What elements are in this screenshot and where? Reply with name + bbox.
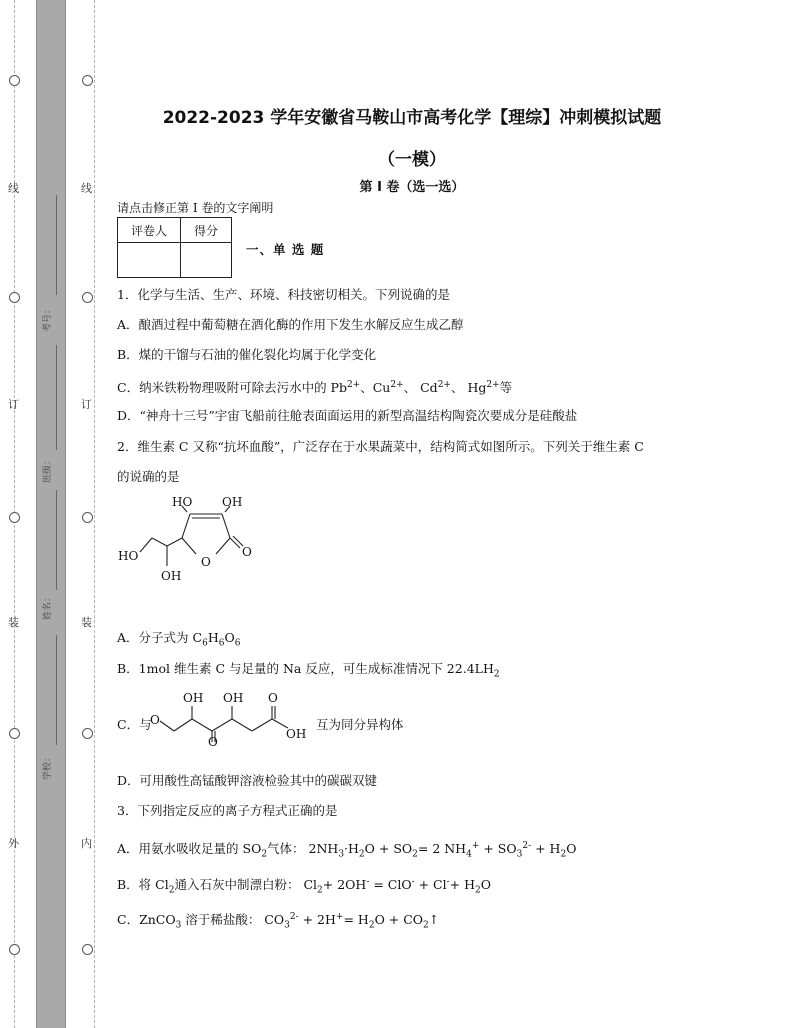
margin-char-outer: 订 xyxy=(8,398,19,411)
q3a-sub: 3 xyxy=(516,849,523,860)
struct-label: HO xyxy=(172,495,193,509)
struct-label: OH xyxy=(161,569,182,583)
q3a-text: O xyxy=(566,841,577,857)
q3b-text: + Cl xyxy=(414,877,447,893)
q2a-text: O xyxy=(224,630,235,645)
struct-label: HO xyxy=(118,549,139,563)
question-3-option-b xyxy=(117,874,491,899)
margin-char-inner: 装 xyxy=(81,616,92,629)
q1c-sup: 2+ xyxy=(390,380,404,390)
question-2-option-c-prefix: C．与 xyxy=(117,717,152,732)
q3a-sub: 3 xyxy=(338,849,345,860)
vitamin-c-structure xyxy=(112,494,262,590)
q3b-sup: - xyxy=(366,877,370,887)
field-line-kaohao xyxy=(56,195,57,295)
q3b-text: = ClO xyxy=(369,877,412,893)
struct-label: O xyxy=(201,555,211,569)
q2a-sub: 6 xyxy=(218,638,225,649)
q3a-sup: 2- xyxy=(522,841,532,851)
section-note: 请点击修正第 I 卷的文字阐明 xyxy=(117,201,274,215)
punch-hole-icon xyxy=(9,75,20,86)
q3b-text: B．将 Cl xyxy=(117,877,169,893)
binding-strip xyxy=(36,0,66,1028)
q3c-text: 溶于稀盐酸： CO xyxy=(181,912,285,928)
q3a-sub: 2 xyxy=(358,849,365,860)
q3a-text: ·H xyxy=(344,841,359,857)
q3c-sub: 2 xyxy=(368,920,375,931)
field-label-kaohao: 考号： xyxy=(43,304,54,333)
q3a-sub: 2 xyxy=(560,849,567,860)
struct-label: O xyxy=(268,691,278,705)
question-2-option-d: D．可用酸性高锰酸钾溶液检验其中的碳碳双键 xyxy=(117,773,378,788)
q3c-sub: 3 xyxy=(284,920,290,931)
question-2-option-a xyxy=(117,630,240,652)
q3b-text: O xyxy=(480,877,492,893)
isomer-structure xyxy=(150,686,310,748)
margin-char-outer: 线 xyxy=(8,182,19,195)
q1c-text: 、 Cd xyxy=(403,380,438,396)
punch-hole-icon xyxy=(82,512,93,523)
field-label-xingming: 姓名： xyxy=(43,592,54,621)
struct-label: OH xyxy=(183,691,204,705)
q3c-sub: 3 xyxy=(175,920,182,931)
q3b-sub: 2 xyxy=(168,885,175,896)
question-1-option-d: D．“神舟十三号”宇宙飞船前往舱表面面运用的新型高温结构陶瓷次要成分是硅酸盐 xyxy=(117,408,578,423)
punch-hole-icon xyxy=(9,728,20,739)
grader-table xyxy=(117,217,232,278)
punch-hole-icon xyxy=(82,292,93,303)
grader-header: 评卷人 xyxy=(118,218,181,243)
q3a-sub: 2 xyxy=(261,849,268,860)
q3b-text: + H xyxy=(449,877,476,893)
q2b-sub: 2 xyxy=(493,669,500,680)
q3c-sub: 2 xyxy=(423,920,429,931)
q3c-sup: + xyxy=(335,912,344,922)
q3a-sub: 4 xyxy=(466,849,472,860)
q3c-text: + 2H xyxy=(298,912,336,928)
inner-cut-line xyxy=(94,0,95,1028)
question-3-option-c xyxy=(117,909,439,934)
q2a-sub: 6 xyxy=(202,638,208,649)
question-3-stem: 3．下列指定反应的离子方程式正确的是 xyxy=(117,803,338,818)
question-1-option-b: B．煤的干馏与石油的催化裂化均属于化学变化 xyxy=(117,347,377,362)
margin-char-inner: 订 xyxy=(81,398,92,411)
grader-cell[interactable] xyxy=(181,243,232,278)
q3a-text: + SO xyxy=(479,841,517,857)
q2b-text: B．1mol 维生素 C 与足量的 Na 反应，可生成标准情况下 22.4LH xyxy=(117,661,494,676)
struct-label: OH xyxy=(223,691,244,705)
struct-label: O xyxy=(242,545,252,559)
q3c-sup: 2- xyxy=(289,912,299,922)
punch-hole-icon xyxy=(82,944,93,955)
q3a-sub: 2 xyxy=(412,849,418,860)
q1c-text: 等 xyxy=(499,380,513,396)
q1c-text: 、 Hg xyxy=(450,380,487,396)
q1c-sup: 2+ xyxy=(437,380,451,390)
punch-hole-icon xyxy=(9,512,20,523)
punch-hole-icon xyxy=(9,944,20,955)
part-heading: 一、单 选 题 xyxy=(246,242,325,257)
question-1-option-c xyxy=(117,377,512,396)
q1c-sup: 2+ xyxy=(346,380,361,390)
q3b-sup: - xyxy=(446,877,450,887)
punch-hole-icon xyxy=(9,292,20,303)
section-title: 第 I 卷（选一选） xyxy=(359,180,465,195)
margin-char-inner: 内 xyxy=(81,837,92,850)
grader-header: 得分 xyxy=(181,218,232,243)
question-2-option-b xyxy=(117,661,500,683)
struct-label: OH xyxy=(222,495,243,509)
q3a-text: O + SO xyxy=(364,841,413,857)
q3a-text: A．用氨水吸收足量的 SO xyxy=(117,841,262,857)
question-1-option-a: A．酿酒过程中葡萄糖在酒化酶的作用下发生水解反应生成乙醇 xyxy=(117,317,464,332)
q1c-text: 、Cu xyxy=(360,380,391,396)
field-line-xuexiao xyxy=(56,635,57,745)
q3c-text: C．ZnCO xyxy=(117,912,176,928)
q3b-text: 通入石灰中制漂白粉： Cl xyxy=(174,877,318,893)
q1c-text: C．纳米铁粉物理吸附可除去污水中的 Pb xyxy=(117,380,347,396)
struct-label: O xyxy=(208,735,218,748)
q2a-sub: 6 xyxy=(234,638,241,649)
question-2-stem: 2．维生素 C 又称“抗坏血酸”，广泛存在于水果蔬菜中，结构简式如图所示。下列关于维生素 C xyxy=(117,439,644,454)
q3c-text: O + CO xyxy=(374,912,424,928)
field-line-xingming xyxy=(56,490,57,590)
q2a-text: H xyxy=(207,630,219,645)
question-3-option-a xyxy=(117,838,576,863)
q3a-text: = 2 NH xyxy=(417,841,467,857)
punch-hole-icon xyxy=(82,75,93,86)
struct-label: O xyxy=(150,713,160,727)
q3b-text: + 2OH xyxy=(322,877,367,893)
q3b-sup: - xyxy=(411,877,415,887)
margin-char-inner: 线 xyxy=(81,182,92,195)
q1c-sup: 2+ xyxy=(486,380,500,390)
q2a-text: A．分子式为 C xyxy=(117,630,203,645)
q3c-arrow-icon: ↑ xyxy=(428,912,440,928)
q3a-text: 气体： 2NH xyxy=(267,841,339,857)
q3b-sub: 2 xyxy=(317,885,323,896)
question-2-stem: 的说确的是 xyxy=(117,469,180,484)
punch-hole-icon xyxy=(82,728,93,739)
question-2-option-c-suffix: 互为同分异构体 xyxy=(316,717,404,732)
q3b-sub: 2 xyxy=(475,885,481,896)
q3a-text: + H xyxy=(531,841,561,857)
field-label-xuexiao: 学校： xyxy=(43,752,54,781)
exam-title-sub: （一模） xyxy=(378,150,446,170)
q3a-sup: + xyxy=(471,841,480,851)
q3c-text: = H xyxy=(343,912,369,928)
field-label-banji: 班级： xyxy=(43,455,54,484)
margin-char-outer: 装 xyxy=(8,616,19,629)
struct-label: OH xyxy=(286,727,307,741)
question-1-stem: 1．化学与生活、生产、环境、科技密切相关。下列说确的是 xyxy=(117,287,450,302)
field-line-banji xyxy=(56,345,57,450)
margin-char-outer: 外 xyxy=(8,837,19,850)
grader-cell[interactable] xyxy=(118,243,181,278)
exam-title: 2022-2023 学年安徽省马鞍山市高考化学【理综】冲刺模拟试题 xyxy=(162,108,662,128)
